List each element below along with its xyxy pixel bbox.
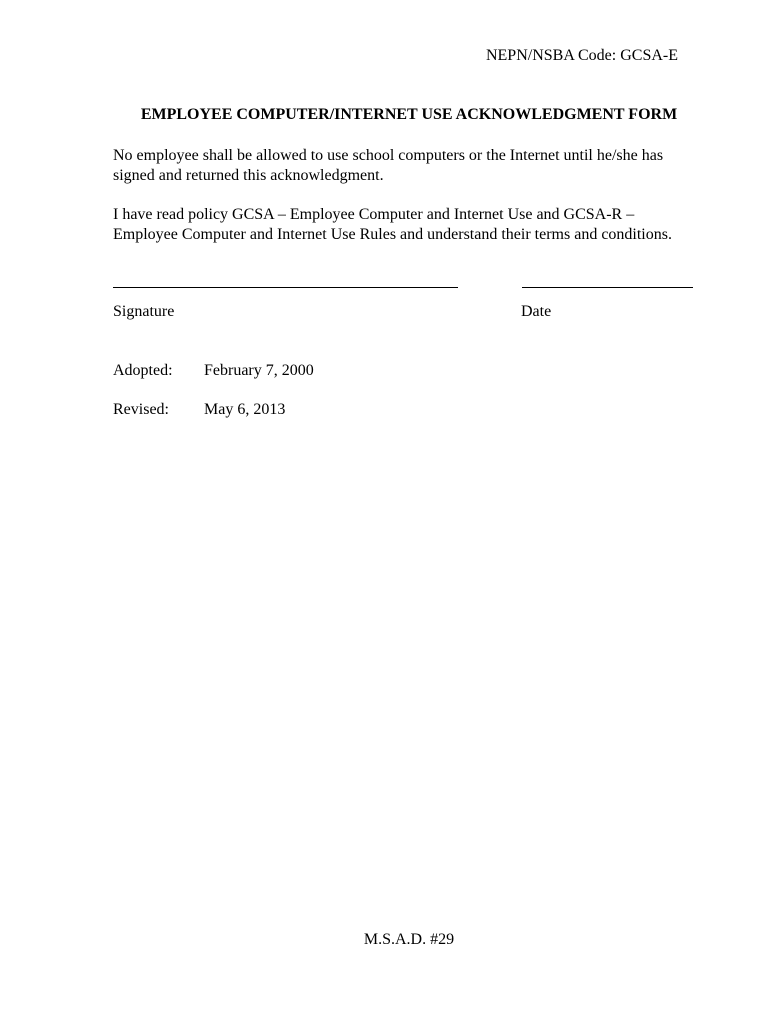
revised-date: May 6, 2013	[204, 401, 286, 418]
signature-label: Signature	[113, 303, 175, 320]
adopted-row	[113, 362, 314, 380]
adopted-label: Adopted:	[113, 362, 173, 379]
date-label: Date	[521, 303, 552, 320]
acknowledgment-paragraph: I have read policy GCSA – Employee Computer and Internet Use and GCSA-R – Employee Computer and Internet Use Rules and understand their terms and conditions.	[113, 206, 672, 243]
form-title: EMPLOYEE COMPUTER/INTERNET USE ACKNOWLEDGMENT FORM	[140, 106, 678, 123]
district-footer: M.S.A.D. #29	[363, 931, 455, 948]
adopted-date: February 7, 2000	[204, 362, 314, 379]
date-line[interactable]	[522, 287, 693, 288]
revised-row	[113, 401, 285, 419]
instruction-paragraph: No employee shall be allowed to use school computers or the Internet until he/she has signed and returned this acknowledgment.	[113, 147, 664, 184]
signature-line[interactable]	[113, 287, 458, 288]
policy-code: NEPN/NSBA Code: GCSA-E	[485, 47, 678, 64]
revised-label: Revised:	[113, 401, 169, 418]
